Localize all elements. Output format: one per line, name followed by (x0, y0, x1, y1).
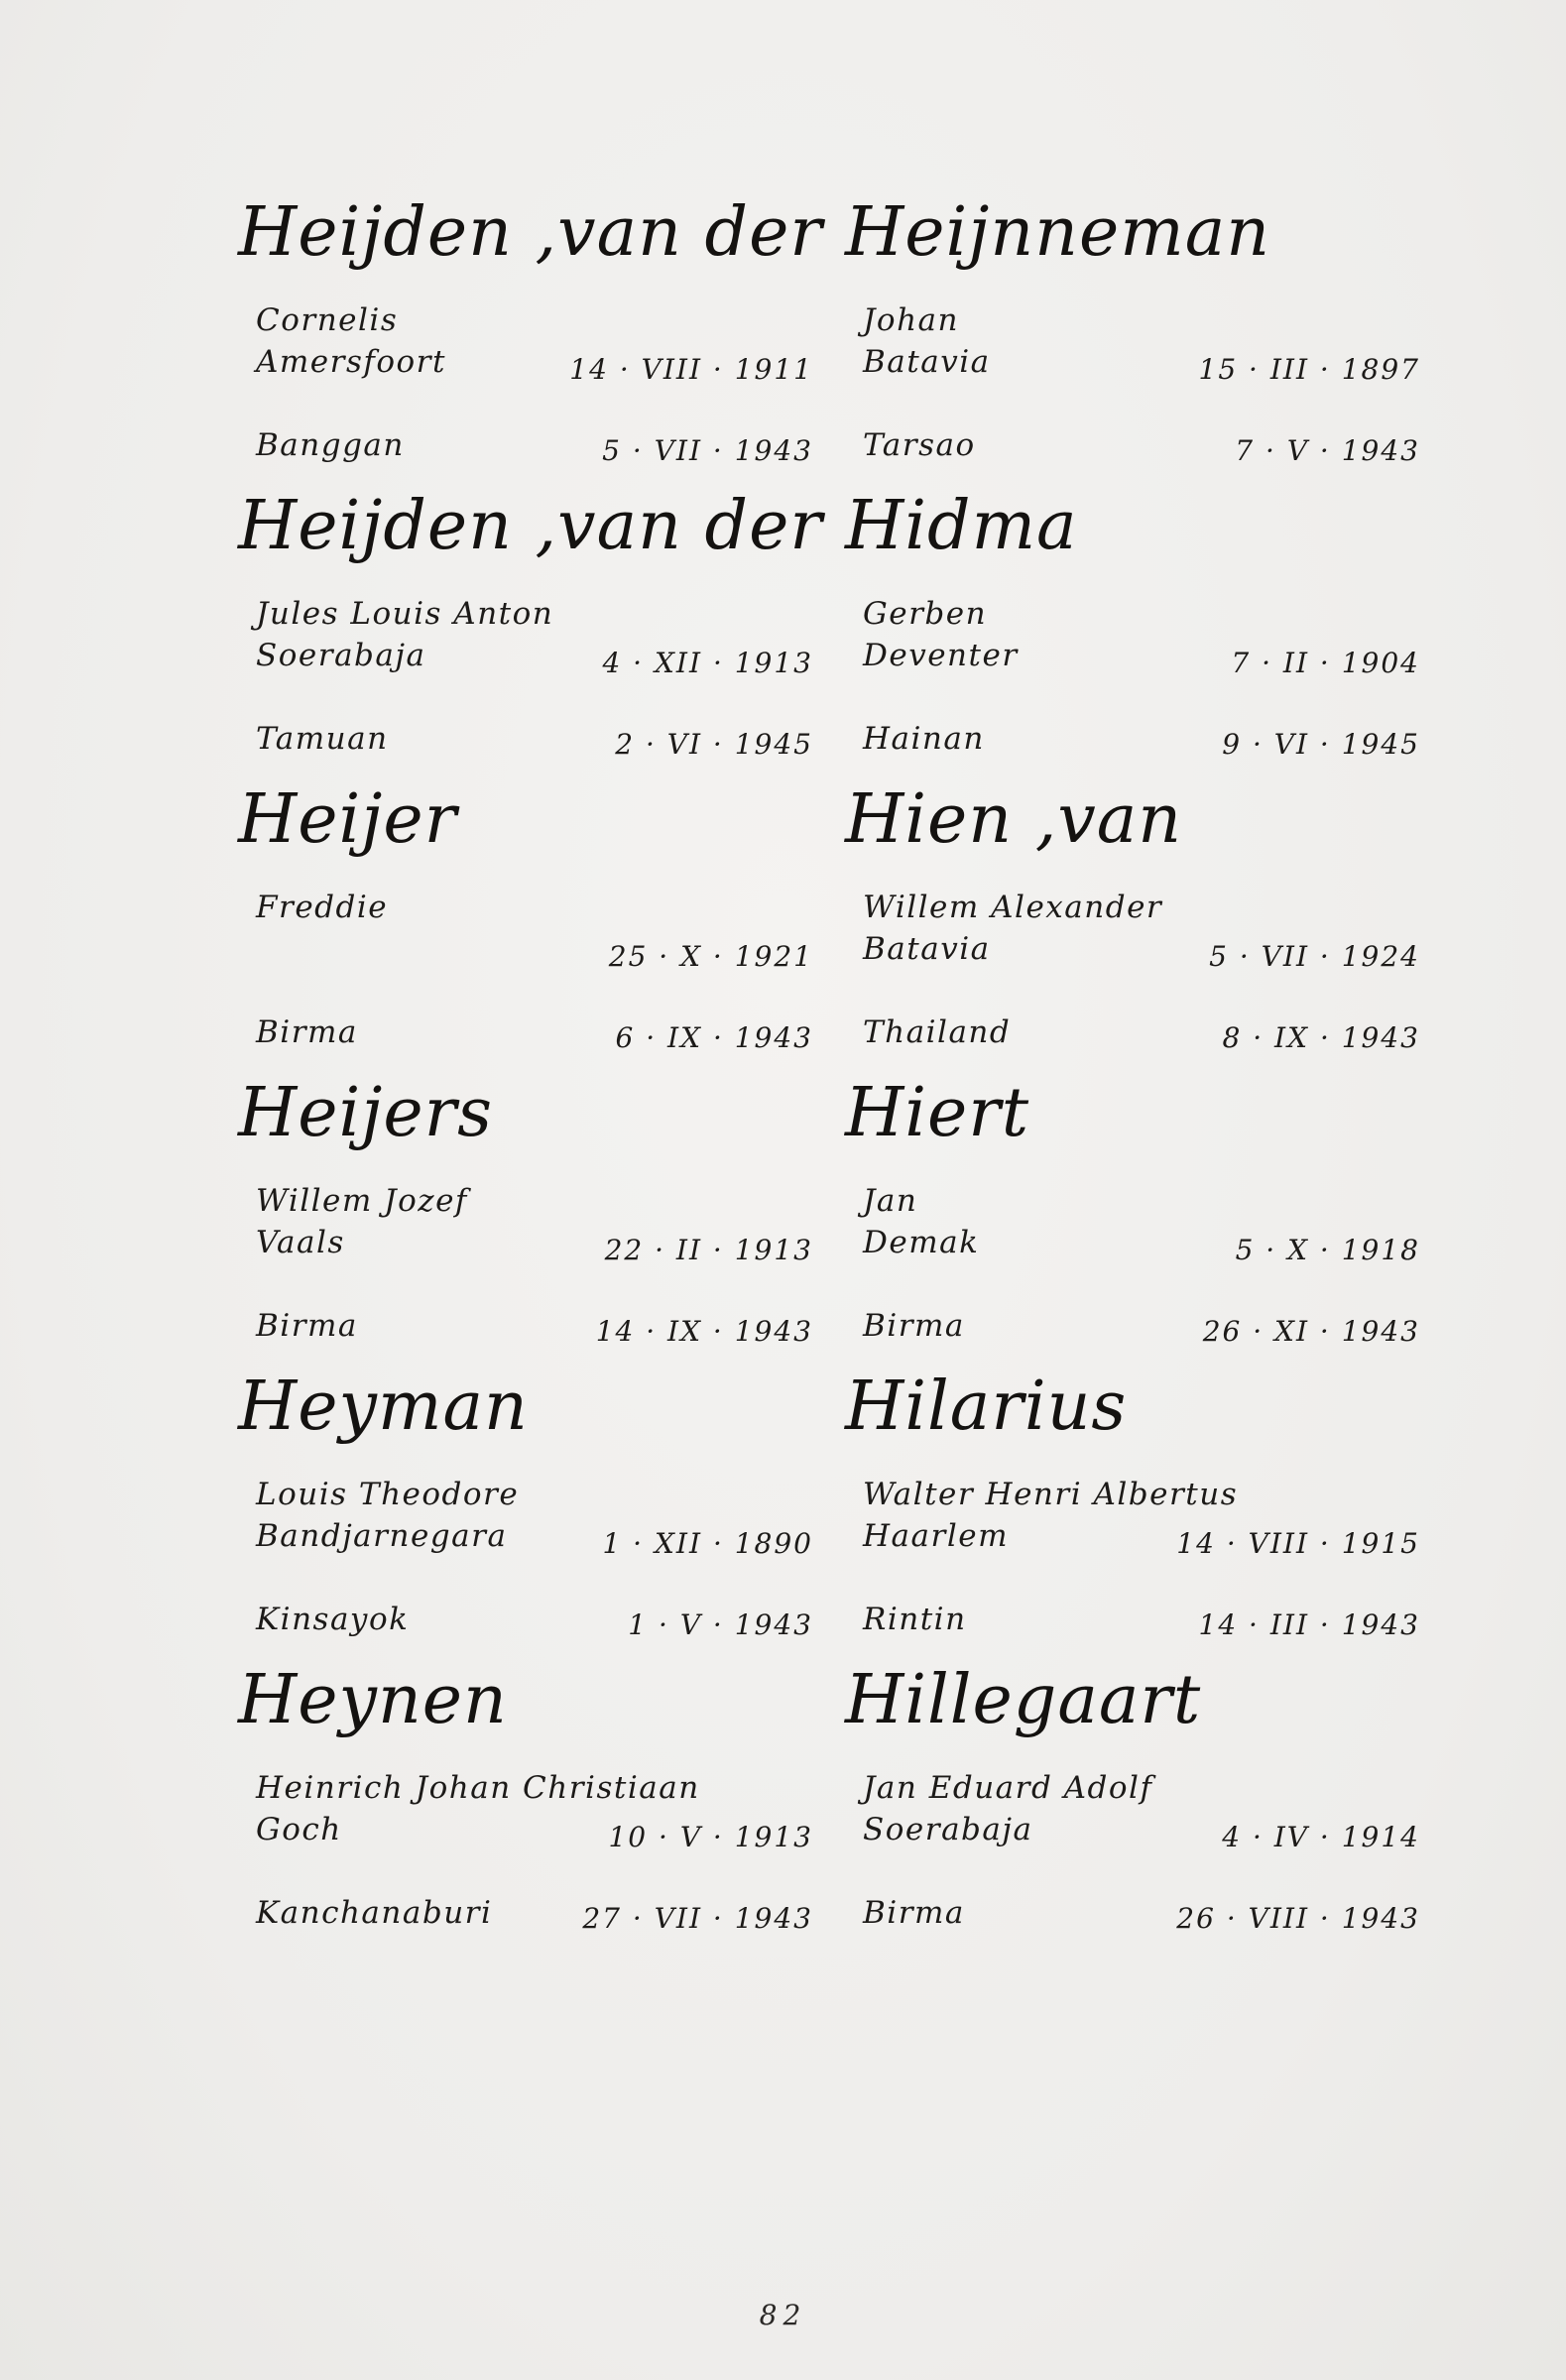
given-names: Johan (863, 302, 960, 338)
surname: Heyman (238, 1368, 529, 1446)
given-names: Willem Jozef (256, 1183, 468, 1219)
left-column (238, 193, 823, 1955)
death-date: 6 · IX · 1943 (615, 1021, 813, 1054)
given-names: Walter Henri Albertus (863, 1477, 1239, 1512)
death-place: Birma (863, 1895, 965, 1931)
birth-place: Deventer (863, 638, 1019, 673)
entry (845, 193, 1420, 487)
birth-date: 5 · X · 1918 (1235, 1234, 1420, 1266)
death-date: 1 · V · 1943 (628, 1608, 813, 1641)
surname: Heijnneman (845, 193, 1271, 272)
birth-place: Batavia (863, 931, 991, 967)
right-column (845, 193, 1420, 1955)
surname: Hien ,van (845, 780, 1183, 859)
entry (238, 487, 823, 780)
birth-date: 14 · VIII · 1915 (1176, 1527, 1420, 1560)
birth-date: 4 · IV · 1914 (1222, 1821, 1420, 1853)
entry (845, 780, 1420, 1074)
birth-date: 25 · X · 1921 (608, 940, 813, 973)
death-date: 2 · VI · 1945 (615, 728, 813, 761)
death-date: 8 · IX · 1943 (1222, 1021, 1420, 1054)
entry (238, 1661, 813, 1955)
death-date: 26 · VIII · 1943 (1176, 1902, 1420, 1935)
entry (238, 780, 813, 1074)
death-place: Hainan (863, 721, 985, 757)
death-place: Kanchanaburi (256, 1895, 493, 1931)
surname: Heijer (238, 780, 458, 859)
given-names: Willem Alexander (863, 890, 1163, 925)
birth-place: Amersfoort (256, 344, 446, 380)
birth-date: 5 · VII · 1924 (1209, 940, 1420, 973)
death-place: Banggan (256, 427, 405, 463)
birth-place: Bandjarnegara (256, 1518, 508, 1554)
entry (845, 487, 1420, 780)
surname: Heijden ,van der (238, 487, 823, 565)
surname: Heynen (238, 1661, 508, 1739)
death-place: Birma (256, 1308, 358, 1344)
given-names: Jules Louis Anton (256, 596, 554, 632)
death-place: Tarsao (863, 427, 976, 463)
page-number: 82 (759, 2299, 807, 2331)
given-names: Gerben (863, 596, 988, 632)
birth-place: Vaals (256, 1225, 345, 1260)
birth-place: Soerabaja (863, 1812, 1033, 1847)
entry (845, 1368, 1420, 1661)
death-date: 26 · XI · 1943 (1202, 1315, 1420, 1348)
surname: Heijden ,van der (238, 193, 823, 272)
entry (845, 1074, 1420, 1368)
surname: Hilarius (845, 1368, 1128, 1446)
given-names: Louis Theodore (256, 1477, 520, 1512)
given-names: Cornelis (256, 302, 399, 338)
death-place: Birma (863, 1308, 965, 1344)
birth-date: 14 · VIII · 1911 (569, 353, 813, 386)
entry (238, 1368, 813, 1661)
death-date: 7 · V · 1943 (1235, 434, 1420, 467)
death-place: Rintin (863, 1602, 967, 1637)
surname: Hillegaart (845, 1661, 1202, 1739)
birth-date: 4 · XII · 1913 (602, 647, 813, 679)
death-date: 9 · VI · 1945 (1222, 728, 1420, 761)
death-place: Birma (256, 1014, 358, 1050)
birth-date: 15 · III · 1897 (1198, 353, 1420, 386)
given-names: Heinrich Johan Christiaan (256, 1770, 700, 1806)
entry (238, 193, 823, 487)
death-date: 14 · III · 1943 (1198, 1608, 1420, 1641)
given-names: Freddie (256, 890, 389, 925)
given-names: Jan Eduard Adolf (863, 1770, 1153, 1806)
death-place: Tamuan (256, 721, 389, 757)
death-date: 27 · VII · 1943 (582, 1902, 813, 1935)
birth-date: 10 · V · 1913 (608, 1821, 813, 1853)
birth-place: Haarlem (863, 1518, 1009, 1554)
entry (845, 1661, 1420, 1955)
birth-place: Soerabaja (256, 638, 426, 673)
birth-date: 1 · XII · 1890 (602, 1527, 813, 1560)
death-place: Thailand (863, 1014, 1012, 1050)
birth-place: Demak (863, 1225, 980, 1260)
death-date: 14 · IX · 1943 (595, 1315, 813, 1348)
death-date: 5 · VII · 1943 (602, 434, 813, 467)
surname: Hidma (845, 487, 1078, 565)
birth-place: Batavia (863, 344, 991, 380)
birth-date: 7 · II · 1904 (1231, 647, 1420, 679)
birth-place: Goch (256, 1812, 342, 1847)
surname: Heijers (238, 1074, 494, 1152)
death-place: Kinsayok (256, 1602, 410, 1637)
birth-date: 22 · II · 1913 (604, 1234, 813, 1266)
entry (238, 1074, 813, 1368)
surname: Hiert (845, 1074, 1030, 1152)
given-names: Jan (863, 1183, 918, 1219)
